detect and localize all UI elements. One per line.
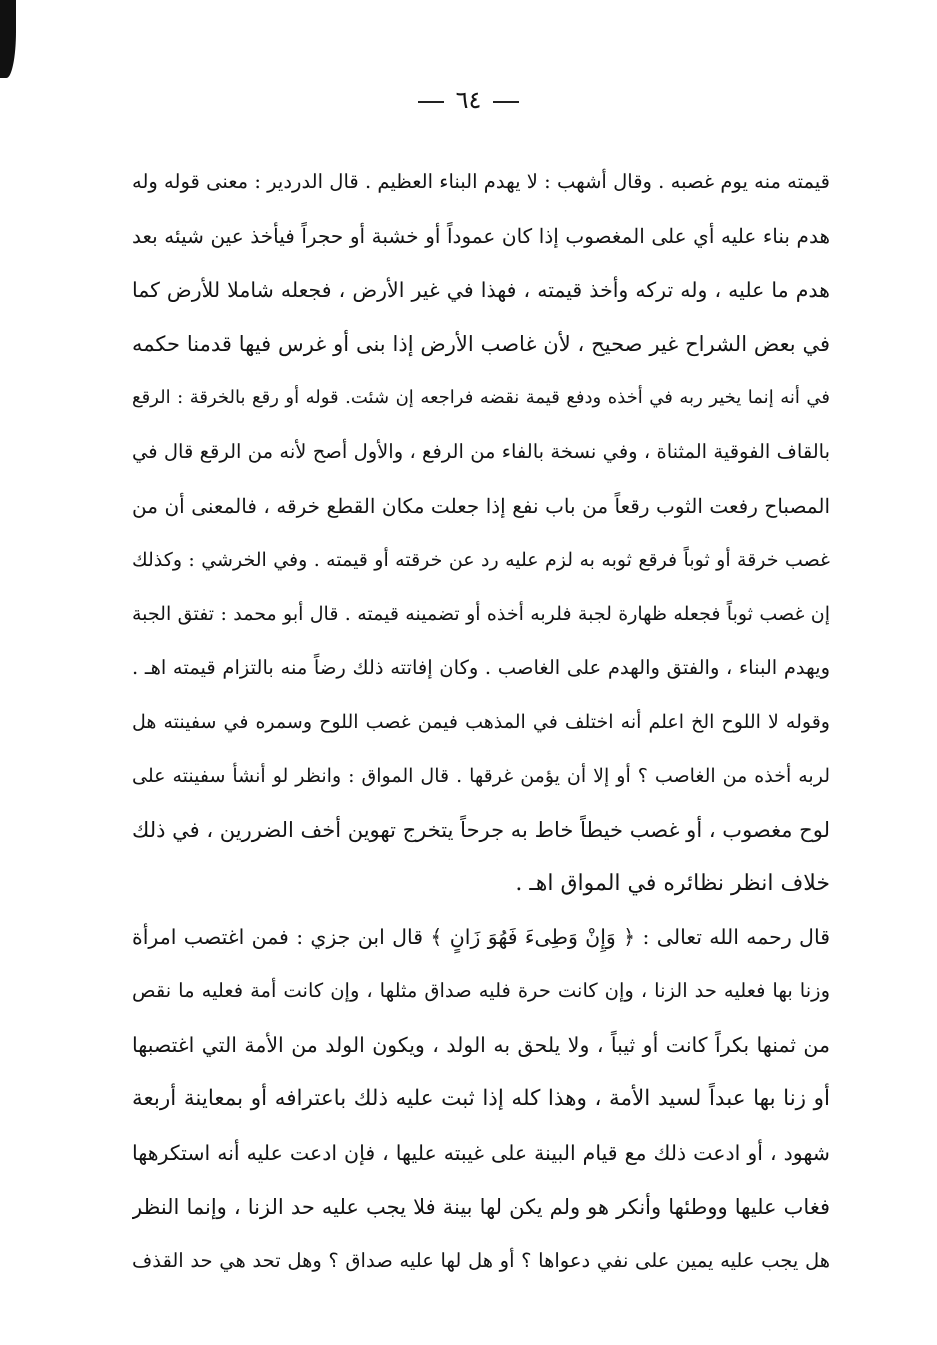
text-line: بالقاف الفوقية المثناة ، وفي نسخة بالفاء من الرفع ، والأول أصح لأنه من الرقع قال في [132,440,830,463]
text-line: أو زنا بها عبداً لسيد الأمة ، وهذا كله إذا ثبت عليه ذلك باعترافه أو بمعاينة أربعة [132,1086,830,1111]
page-number-value: ٦٤ [455,86,482,114]
paragraph-1 [132,155,830,911]
page-edge-mark [0,0,16,78]
paragraph-2 [132,910,830,1288]
text-line: هدم ما عليه ، وله تركه وأخذ قيمته ، فهذا في غير الأرض ، فجعله شاملا للأرض كما [132,278,830,302]
text-line: فغاب عليها ووطئها وأنكر هو ولم يكن لها بينة فلا يجب عليه حد الزنا ، وإنما النظر [132,1195,830,1219]
text-line: هل يجب عليه يمين على نفي دعواها ؟ أو هل لها عليه صداق ؟ وهل تحد هي حد القذف [132,1249,830,1272]
text-line: لربه أخذه من الغاصب ؟ أو إلا أن يؤمن غرقها . قال المواق : وانظر لو أنشأ سفينته على [132,765,830,787]
text-line: شهود ، أو ادعت ذلك مع قيام البينة على غيبته عليها ، فإن ادعت عليه أنه استكرهها [132,1141,830,1165]
text-line: هدم بناء عليه أي على المغصوب إذا كان عموداً أو خشبة أو حجراً فيأخذ عين شيئه بعد [132,224,830,248]
text-line: إن غصب ثوباً فجعله ظهارة لجبة فلربه أخذه أو تضمينه قيمته . قال أبو محمد : تفتق الجبة [132,603,830,625]
text-line: وزنا بها فعليه حد الزنا ، وإن كانت حرة فليه صداق مثلها ، وإن كانت أمة فعليه ما نقص [132,979,830,1002]
page-number [0,86,937,114]
page-number-dash-right [418,101,444,103]
text-line: غصب خرقة أو ثوباً فرقع ثوبه به لزم عليه رد عن خرقته أو قيمته . وفي الخرشي : وكذلك [132,549,830,571]
text-line: من ثمنها بكراً كانت أو ثيباً ، ولا يلحق به الولد ، ويكون الولد من الأمة التي اغتصبها [132,1033,830,1057]
page-number-dash-left [493,101,519,103]
text-line: قيمته منه يوم غصبه . وقال أشهب : لا يهدم البناء العظيم . قال الدردير : معنى قوله وله [132,170,830,193]
text-line: خلاف انظر نظائره في المواق اهـ . [515,871,830,896]
text-line: وقوله لا اللوح الخ اعلم أنه اختلف في المذهب فيمن غصب اللوح وسمره في سفينته هل [132,711,830,733]
text-line: في أنه إنما يخير ربه في أخذه ودفع قيمة نقضه فراجعه إن شئت. قوله أو رقع بالخرقة : الرقع [132,387,830,408]
text-line: قال رحمه الله تعالى : ﴿ وَإِنْ وَطِىءَ فَهُوَ زَانٍ ﴾ قال ابن جزي : فمن اغتصب امرأة [132,925,830,949]
text-line: لوح مغصوب ، أو غصب خيطاً خاط به جرحاً يتخرج تهوين أخف الضررين ، في ذلك [132,818,830,842]
text-line: المصباح رفعت الثوب رقعاً من باب نفع إذا جعلت مكان القطع خرقه ، فالمعنى أن من [132,494,830,518]
text-line: ويهدم البناء ، والفتق والهدم على الغاصب . وكان إفاتته ذلك رضاً منه بالتزام قيمته اهـ . [132,656,830,679]
text-line: في بعض الشراح غير صحيح ، لأن غاصب الأرض إذا بنى أو غرس فيها قدمنا حكمه [132,332,830,356]
